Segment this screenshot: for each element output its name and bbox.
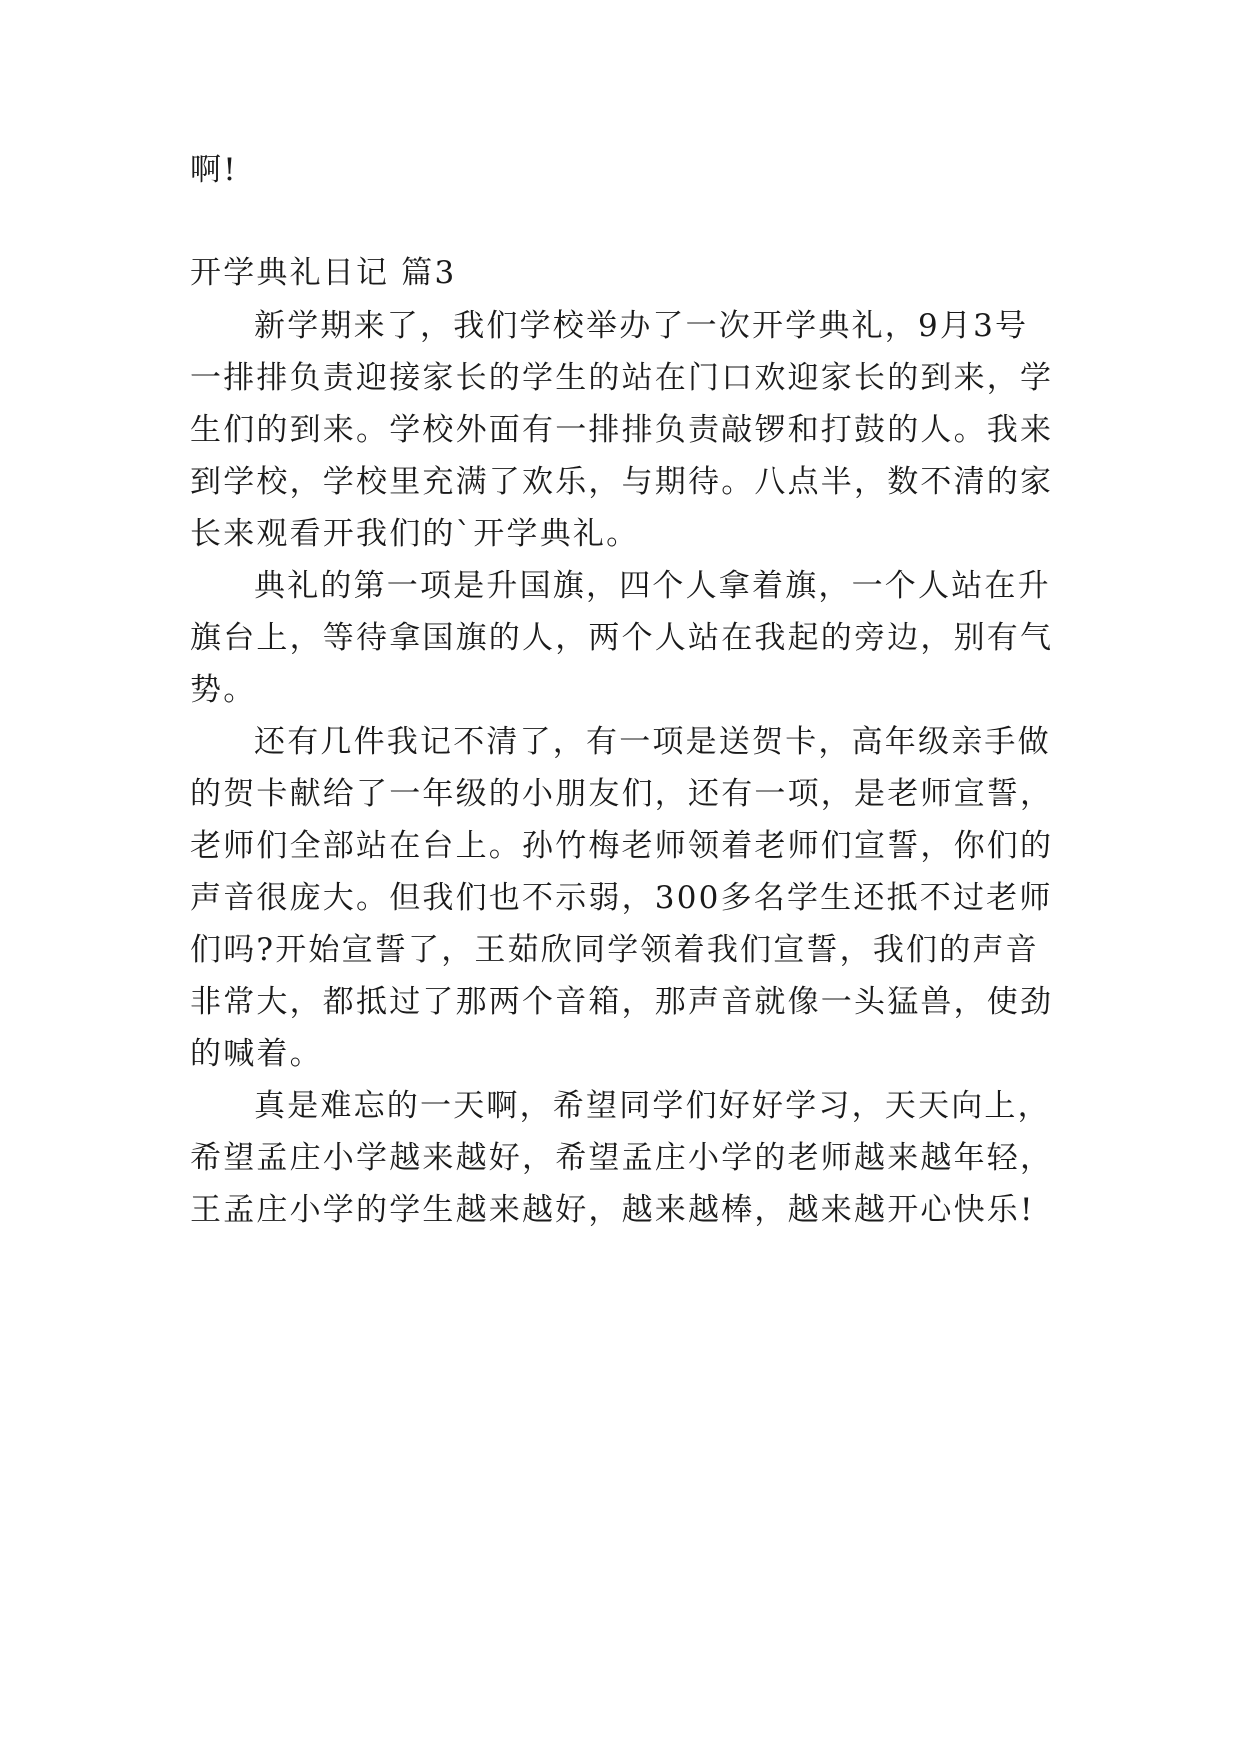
paragraph-3-line-3: 老师们全部站在台上。孙竹梅老师领着老师们宣誓，你们的 <box>190 828 1054 864</box>
paragraph-3-line-7: 的喊着。 <box>190 1036 323 1072</box>
paragraph-2-line-1: 典礼的第一项是升国旗，四个人拿着旗，一个人站在升 <box>254 568 1051 604</box>
paragraph-2-line-2: 旗台上，等待拿国旗的人，两个人站在我起的旁边，别有气 <box>190 620 1054 656</box>
paragraph-4-line-2: 希望孟庄小学越来越好，希望孟庄小学的老师越来越年轻， <box>190 1140 1054 1176</box>
paragraph-1-line-4: 到学校，学校里充满了欢乐，与期待。八点半，数不清的家 <box>190 464 1054 500</box>
paragraph-1-line-1: 新学期来了，我们学校举办了一次开学典礼，9月3号 <box>254 308 1029 344</box>
paragraph-3-line-1: 还有几件我记不清了，有一项是送贺卡，高年级亲手做 <box>254 724 1051 760</box>
section-heading: 开学典礼日记 篇3 <box>190 255 457 291</box>
top-fragment: 啊! <box>190 152 238 188</box>
paragraph-1-line-3: 生们的到来。学校外面有一排排负责敲锣和打鼓的人。我来 <box>190 412 1054 448</box>
paragraph-3-line-6: 非常大，都抵过了那两个音箱，那声音就像一头猛兽，使劲 <box>190 984 1054 1020</box>
paragraph-1-line-2: 一排排负责迎接家长的学生的站在门口欢迎家长的到来，学 <box>190 360 1054 396</box>
paragraph-3-line-4: 声音很庞大。但我们也不示弱，300多名学生还抵不过老师 <box>190 880 1053 916</box>
paragraph-1-line-5: 长来观看开我们的`开学典礼。 <box>190 516 640 552</box>
paragraph-3-line-5: 们吗?开始宣誓了，王茹欣同学领着我们宣誓，我们的声音 <box>190 932 1039 968</box>
paragraph-3-line-2: 的贺卡献给了一年级的小朋友们，还有一项，是老师宣誓， <box>190 776 1054 812</box>
paragraph-4-line-1: 真是难忘的一天啊，希望同学们好好学习，天天向上， <box>254 1088 1051 1124</box>
paragraph-4-line-3: 王孟庄小学的学生越来越好，越来越棒，越来越开心快乐! <box>190 1192 1035 1228</box>
paragraph-2-line-3: 势。 <box>190 672 257 708</box>
